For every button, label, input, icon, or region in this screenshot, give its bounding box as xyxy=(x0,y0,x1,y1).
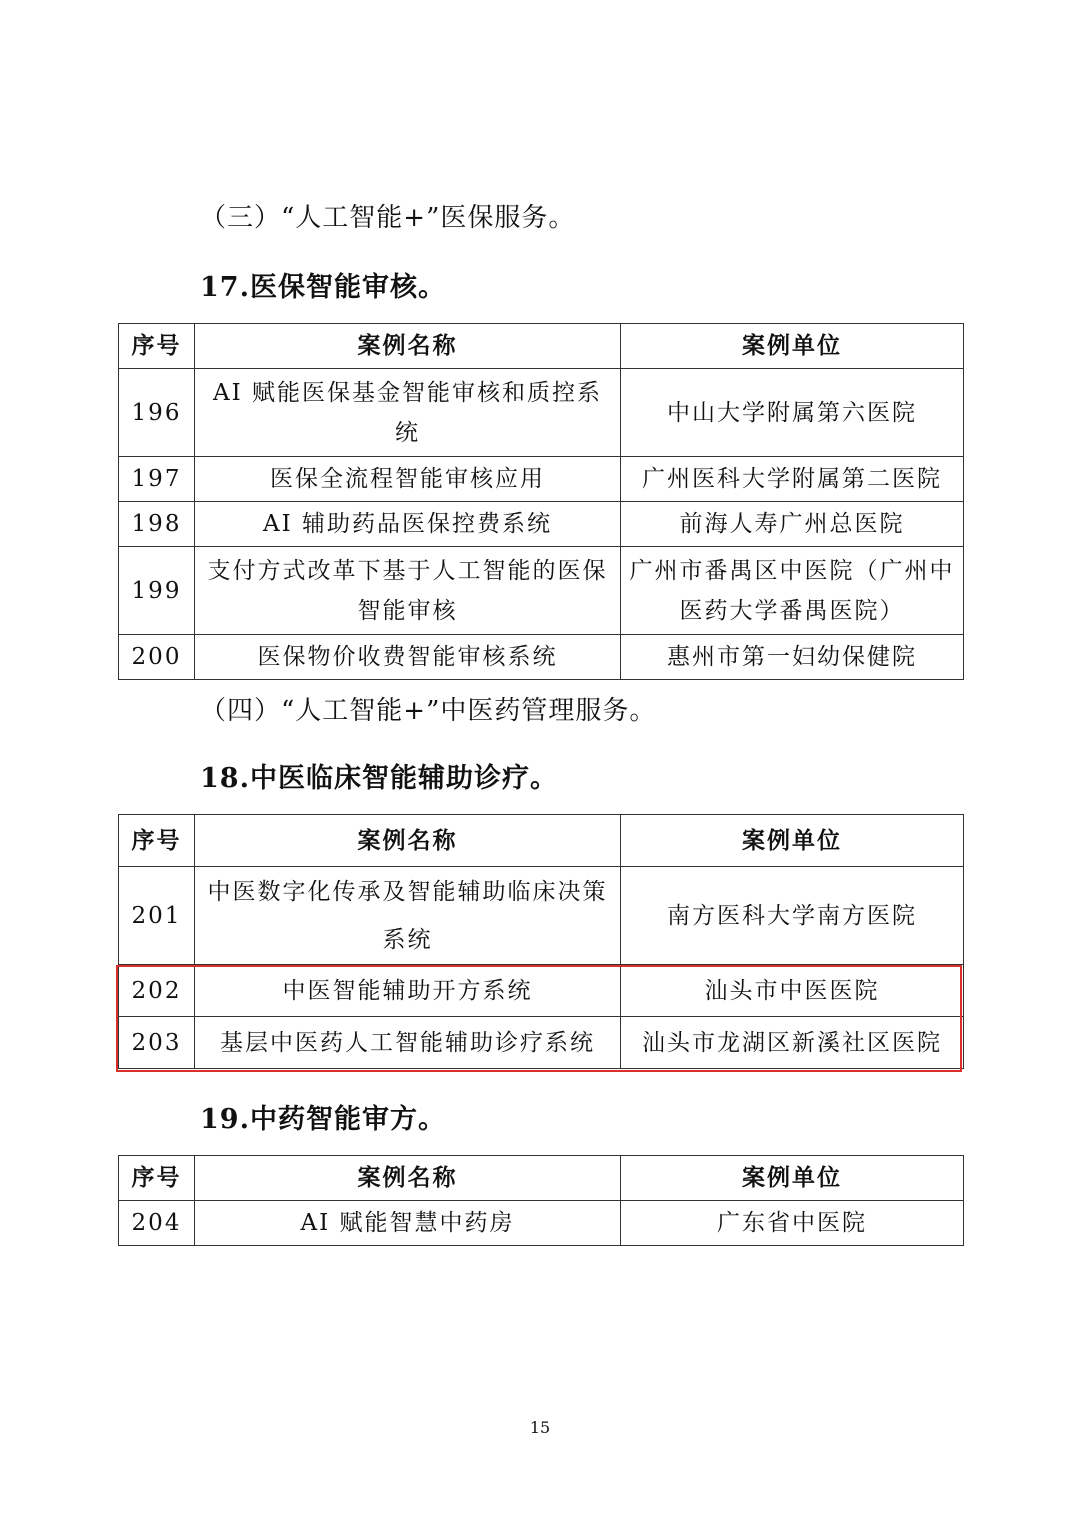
row-case-name: 医保全流程智能审核应用 xyxy=(195,457,621,502)
row-case-unit: 汕头市中医医院 xyxy=(621,965,964,1017)
header-no: 序号 xyxy=(119,1156,195,1201)
row-no: 200 xyxy=(119,635,195,680)
row-case-name: 基层中医药人工智能辅助诊疗系统 xyxy=(195,1017,621,1069)
cases-table-19 xyxy=(118,1155,964,1246)
table-row xyxy=(119,1017,964,1069)
section-heading-3: （三）“人工智能+”医保服务。 xyxy=(200,203,576,233)
header-case-unit: 案例单位 xyxy=(621,324,964,369)
row-case-name: AI 赋能智慧中药房 xyxy=(195,1201,621,1246)
table-row xyxy=(119,635,964,680)
row-case-name: 中医数字化传承及智能辅助临床决策系统 xyxy=(195,867,621,965)
header-case-name: 案例名称 xyxy=(195,1156,621,1201)
row-no: 204 xyxy=(119,1201,195,1246)
header-no: 序号 xyxy=(119,815,195,867)
cases-table-17 xyxy=(118,323,964,680)
row-case-name: AI 赋能医保基金智能审核和质控系统 xyxy=(195,369,621,457)
row-case-unit: 广州医科大学附属第二医院 xyxy=(621,457,964,502)
header-case-unit: 案例单位 xyxy=(621,815,964,867)
row-no: 201 xyxy=(119,867,195,965)
table-header-row xyxy=(119,1156,964,1201)
header-no: 序号 xyxy=(119,324,195,369)
cases-table-18 xyxy=(118,814,964,1069)
row-case-unit: 惠州市第一妇幼保健院 xyxy=(621,635,964,680)
table-row xyxy=(119,965,964,1017)
row-case-unit: 广东省中医院 xyxy=(621,1201,964,1246)
row-no: 198 xyxy=(119,502,195,547)
row-case-name: AI 辅助药品医保控费系统 xyxy=(195,502,621,547)
row-case-unit: 前海人寿广州总医院 xyxy=(621,502,964,547)
page-number: 15 xyxy=(529,1418,551,1437)
subsection-heading-18: 18.中医临床智能辅助诊疗。 xyxy=(200,763,558,794)
subsection-heading-17: 17.医保智能审核。 xyxy=(200,272,446,303)
header-case-name: 案例名称 xyxy=(195,324,621,369)
subsection-heading-19: 19.中药智能审方。 xyxy=(200,1104,446,1135)
table-row xyxy=(119,867,964,965)
row-no: 196 xyxy=(119,369,195,457)
table-row xyxy=(119,547,964,635)
row-case-name: 支付方式改革下基于人工智能的医保智能审核 xyxy=(195,547,621,635)
table-row xyxy=(119,369,964,457)
row-case-name: 医保物价收费智能审核系统 xyxy=(195,635,621,680)
table-row xyxy=(119,457,964,502)
row-no: 197 xyxy=(119,457,195,502)
header-case-unit: 案例单位 xyxy=(621,1156,964,1201)
row-case-unit: 中山大学附属第六医院 xyxy=(621,369,964,457)
row-no: 202 xyxy=(119,965,195,1017)
row-case-unit: 南方医科大学南方医院 xyxy=(621,867,964,965)
section-heading-4: （四）“人工智能+”中医药管理服务。 xyxy=(200,696,657,726)
row-case-unit: 汕头市龙湖区新溪社区医院 xyxy=(621,1017,964,1069)
row-case-unit: 广州市番禺区中医院（广州中医药大学番禺医院） xyxy=(621,547,964,635)
table-header-row xyxy=(119,815,964,867)
row-no: 203 xyxy=(119,1017,195,1069)
table-row xyxy=(119,1201,964,1246)
row-case-name: 中医智能辅助开方系统 xyxy=(195,965,621,1017)
row-no: 199 xyxy=(119,547,195,635)
header-case-name: 案例名称 xyxy=(195,815,621,867)
table-row xyxy=(119,502,964,547)
table-header-row xyxy=(119,324,964,369)
